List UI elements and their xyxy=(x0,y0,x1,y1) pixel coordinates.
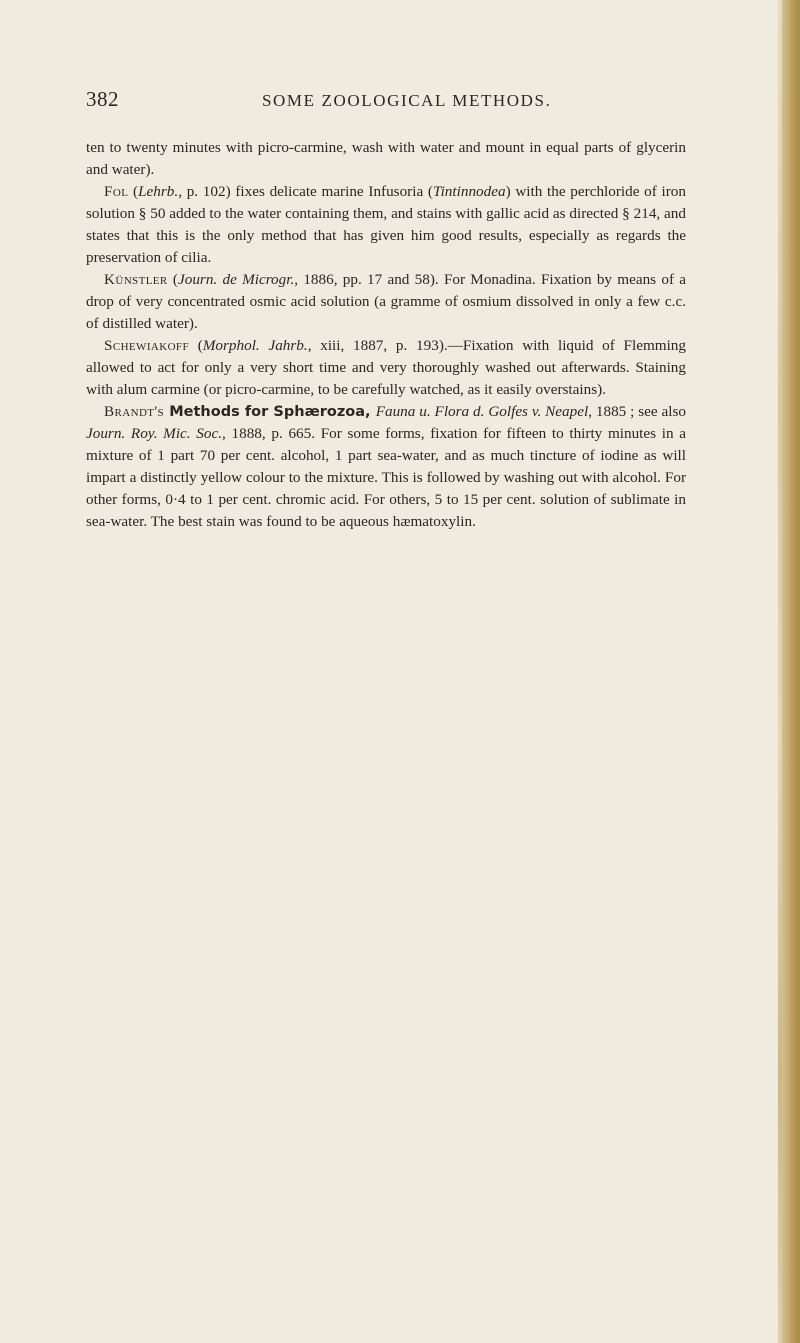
citation-title: Fauna u. Flora d. Golfes v. Neapel xyxy=(375,403,589,420)
citation-title: Morphol. Jahrb. xyxy=(202,337,308,354)
paragraph-brandt xyxy=(86,401,686,533)
paragraph-text: ) with the perchloride of iron solution § 50 added to the water containing them, and stains with gallic acid as directed § 214, and states that this is the only method that has given him good results, especially as regards the preservation of cilia. xyxy=(86,183,686,266)
citation-title: Journ. Roy. Mic. Soc. xyxy=(86,425,223,442)
page-edge xyxy=(778,0,800,1343)
running-head: SOME ZOOLOGICAL METHODS. xyxy=(262,91,552,110)
paragraph-text: , 1885 ; see also xyxy=(588,403,687,420)
author-name: Schewiakoff xyxy=(104,337,189,354)
body-text xyxy=(86,137,686,533)
author-name: Künstler xyxy=(104,271,168,288)
paragraph-text: ten to twenty minutes with picro-carmine, wash with water and mount in equal parts of glycerin and water). xyxy=(86,139,686,178)
paragraph-text: ( xyxy=(167,271,178,288)
paragraph-kunstler xyxy=(86,269,686,335)
section-heading: Methods for Sphærozoa, xyxy=(164,404,376,420)
paragraph-text: , 1886, pp. 17 and 58). For Monadina. Fixation by means of a drop of very concentrated osmic acid solution (a gramme of osmium dissolved in only a few c.c. of distilled water). xyxy=(86,271,687,332)
taxon-name: Tintinnodea xyxy=(432,183,506,200)
author-name: Brandt's xyxy=(104,403,165,420)
citation-title: Lehrb. xyxy=(138,183,179,200)
author-name: Fol xyxy=(104,183,129,200)
paragraph-text: , xiii, 1887, p. 193).—Fixation with liquid of Flemming allowed to act for only a very short time and very thoroughly washed out afterwards. Staining with alum carmine (or picro-carmine, to be carefully watched, as it easily overstains). xyxy=(86,337,686,398)
citation-title: Journ. de Microgr. xyxy=(178,271,295,288)
paragraph-text: , p. 102) fixes delicate marine Infusoria ( xyxy=(178,183,433,200)
paragraph-text: ( xyxy=(128,183,139,200)
page-number: 382 xyxy=(86,87,119,111)
paragraph-text: , 1888, p. 665. For some forms, fixation for fifteen to thirty minutes in a mixture of 1 part 70 per cent. alcohol, 1 part sea-water, and as much tincture of iodine as will impart a distinctly yellow colour to the mixture. This is followed by washing out with alcohol. For other forms, 0·4 to 1 per cent. chromic acid. For others, 5 to 15 per cent. solution of sublimate in sea-water. The best stain was found to be aqueous hæmatoxylin. xyxy=(86,425,686,530)
paragraph-schewiakoff xyxy=(86,335,686,401)
paragraph-text: ( xyxy=(188,337,203,354)
page-header xyxy=(86,87,686,117)
paragraph-fol xyxy=(86,181,686,269)
paragraph-continuation xyxy=(86,137,686,181)
